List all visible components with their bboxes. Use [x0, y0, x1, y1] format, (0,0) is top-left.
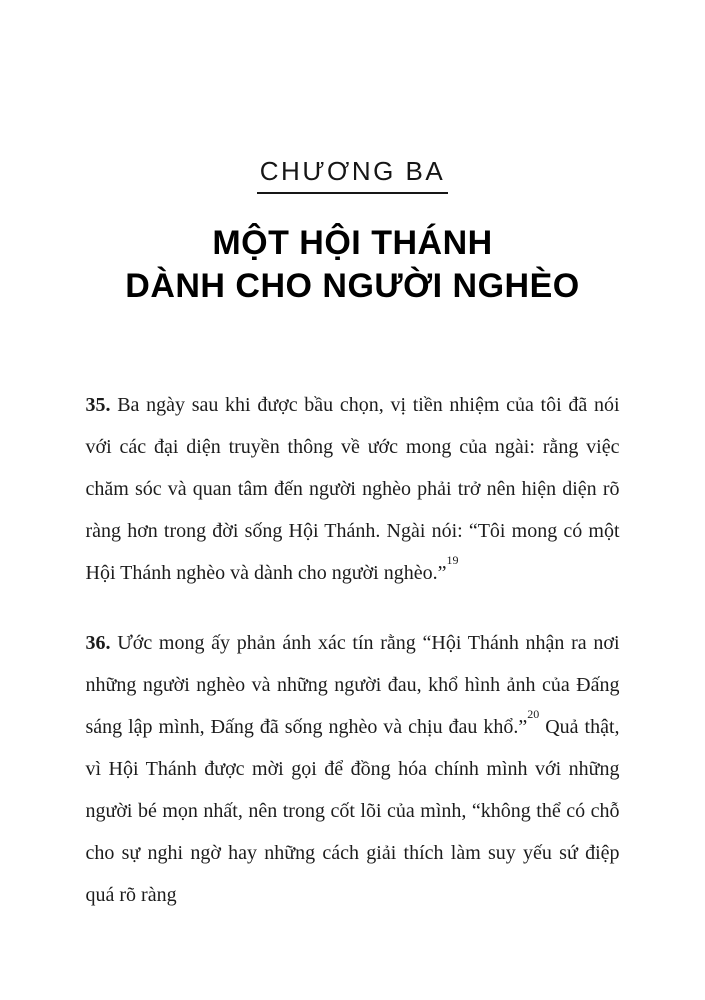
paragraph-number: 35. — [85, 394, 111, 416]
chapter-title-line2: DÀNH CHO NGƯỜI NGHÈO — [125, 267, 580, 305]
chapter-heading-label: CHƯƠNG BA — [257, 156, 448, 194]
paragraph — [86, 622, 620, 916]
body-text — [86, 384, 620, 916]
footnote-reference: 19 — [446, 553, 459, 568]
chapter-title — [0, 222, 705, 308]
paragraph-text: Ước mong ấy phản ánh xác tín rằng “Hội Thánh nhận ra nơi những người nghèo và những người đau, khổ hình ảnh của Đấng sáng lập mình, Đấng đã sống nghèo và chịu đau khổ.” — [85, 632, 620, 738]
footnote-reference: 20 — [527, 707, 540, 722]
chapter-title-line1: MỘT HỘI THÁNH — [212, 224, 493, 262]
paragraph-text: Quả thật, vì Hội Thánh được mời gọi để đồng hóa chính mình với những người bé mọn nhất, nên trong cốt lõi của mình, “không thể có chỗ cho sự nghi ngờ hay những cách giải thích làm suy yếu sứ điệp quá rõ ràng — [85, 716, 620, 906]
paragraph-text: Ba ngày sau khi được bầu chọn, vị tiền nhiệm của tôi đã nói với các đại diện truyền thông về ước mong của ngài: rằng việc chăm sóc và quan tâm đến người nghèo phải trở nên hiện diện rõ ràng hơn trong đời sống Hội Thánh. Ngài nói: “Tôi mong có một Hội Thánh nghèo và dành cho người nghèo.” — [85, 394, 620, 584]
paragraph-number: 36. — [85, 632, 111, 654]
chapter-heading — [0, 0, 705, 194]
paragraph — [86, 384, 620, 594]
